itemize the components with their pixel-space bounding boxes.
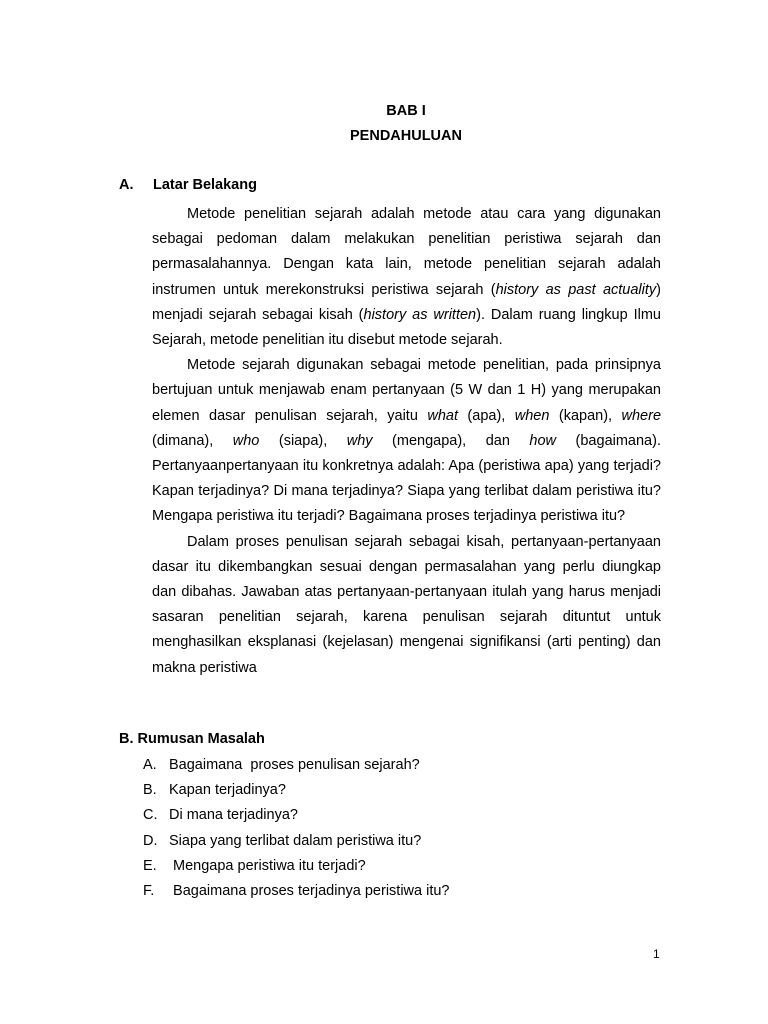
text-run: (siapa), [259, 432, 347, 449]
paragraph [152, 202, 661, 353]
list-item-text: Bagaimana proses penulisan sejarah? [169, 757, 420, 773]
italic-term: why [346, 432, 373, 449]
list-item-text: Siapa yang terlibat dalam peristiwa itu? [169, 832, 422, 849]
list-item [143, 780, 449, 805]
text-run: (dimana), [152, 432, 233, 449]
list-item-text: Kapan terjadinya? [169, 782, 286, 799]
page-number: 1 [653, 947, 660, 961]
paragraph [152, 530, 661, 681]
section-a-body [152, 202, 661, 681]
list-item [143, 831, 449, 856]
italic-term: what [427, 407, 458, 424]
section-a-heading [119, 177, 257, 193]
list-item-text: Di mana terjadinya? [169, 807, 298, 824]
list-item [143, 881, 449, 906]
paragraph [152, 353, 661, 529]
text-run: ) menjadi sejarah sebagai kisah ( [152, 281, 661, 323]
chapter-title: PENDAHULUAN [350, 128, 462, 144]
text-run: Dalam proses penulisan sejarah sebagai kisah, pertanyaan-pertanyaan dasar itu dikembangkan sesuai dengan permasalahan yang perlu diungkap dan dibahas. Jawaban atas pertanyaan-pertanyaan itulah yang harus menjadi sasaran penelitian sejarah, karena penulisan sejarah dituntut untuk menghasilkan eksplanasi (kejelasan) mengenai signifikansi (arti penting) dan makna peristiwa [152, 533, 661, 676]
text-run: (apa), [457, 407, 515, 424]
text-run: (mengapa), dan [372, 432, 530, 449]
text-run: Metode penelitian sejarah adalah metode atau cara yang digunakan sebagai pedoman dalam melakukan penelitian peristiwa sejarah dan permasalahannya. Dengan kata lain, metode penelitian sejarah adalah instrumen untuk merekonstruksi peristiwa sejarah ( [152, 206, 661, 298]
chapter-number: BAB I [386, 103, 426, 119]
italic-term: history as written [363, 306, 477, 323]
list-item-label: A. [143, 757, 157, 773]
list-item-label: E. [143, 857, 157, 874]
list-item-label: B. [143, 782, 157, 799]
text-run: Metode sejarah digunakan sebagai metode penelitian, pada prinsipnya bertujuan untuk menjawab enam pertanyaan (5 W dan 1 H) yang merupakan elemen dasar penulisan sejarah, yaitu [152, 357, 661, 424]
list-item-text: Mengapa peristiwa itu terjadi? [169, 857, 366, 874]
list-item-label: C. [143, 807, 158, 824]
list-item-label: F. [143, 882, 155, 899]
text-run: (kapan), [549, 407, 622, 424]
italic-term: history as past actuality [495, 281, 657, 298]
italic-term: where [621, 407, 662, 424]
problem-list [143, 755, 449, 906]
italic-term: when [514, 407, 550, 424]
list-item [143, 755, 449, 780]
section-a-title: Latar Belakang [153, 177, 257, 193]
list-item-label: D. [143, 832, 158, 849]
list-item [143, 805, 449, 830]
list-item-text: Bagaimana proses terjadinya peristiwa itu? [169, 882, 450, 899]
section-b-heading: B. Rumusan Masalah [119, 731, 265, 747]
list-item [143, 856, 449, 881]
section-a-number: A. [119, 177, 134, 193]
italic-term: who [232, 432, 260, 449]
italic-term: how [529, 432, 557, 449]
text-run: ). Dalam ruang lingkup Ilmu Sejarah, metode penelitian itu disebut metode sejarah. [152, 306, 661, 349]
text-run: (bagaimana). Pertanyaanpertanyaan itu konkretnya adalah: Apa (peristiwa apa) yang terjadi? Kapan terjadinya? Di mana terjadinya? Siapa yang terlibat dalam peristiwa itu? Mengapa peristiwa itu terjadi? Bagaimana proses terjadinya peristiwa itu? [152, 432, 661, 525]
